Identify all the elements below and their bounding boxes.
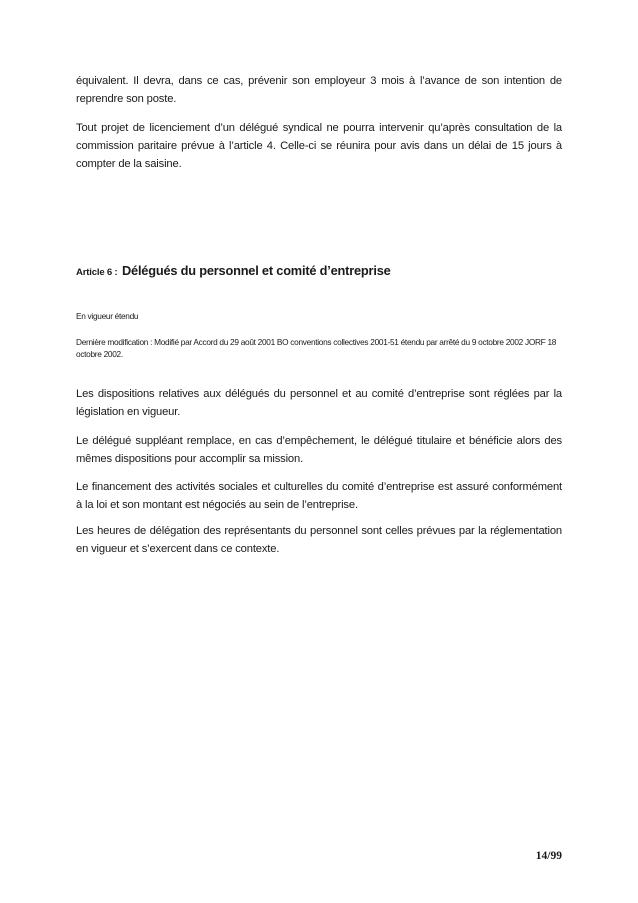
paragraph-dispositions: Les dispositions relatives aux délégués du personnel et au comité d’entreprise sont réglées par la législation en vigueur. (76, 388, 562, 418)
article-number: Article 6 : (76, 267, 118, 278)
article-title: Délégués du personnel et comité d’entreprise (121, 263, 391, 278)
paragraph-licenciement: Tout projet de licenciement d’un délégué syndical ne pourra intervenir qu’après consultation de la commission paritaire prévue à l’article 4. Celle-ci se réunira pour avis dans un délai de 15 jours à compter de la saisine. (76, 122, 562, 170)
paragraph-suppleant: Le délégué suppléant remplace, en cas d’empêchement, le délégué titulaire et bénéficie alors des mêmes dispositions pour accomplir sa mission. (76, 435, 562, 465)
paragraph-financement: Le financement des activités sociales et culturelles du comité d’entreprise est assuré conformément à la loi et son montant est négociés au sein de l’entreprise. (76, 481, 562, 511)
document-page (76, 0, 562, 903)
article-modification-note: Dernière modification : Modifié par Accord du 29 août 2001 BO conventions collectives 2001-51 étendu par arrêté du 9 octobre 2002 JORF 18 octobre 2002. (76, 337, 557, 359)
page-number: 14/99 (535, 850, 562, 862)
article-status: En vigueur étendu (76, 311, 139, 321)
paragraph-equivalent: équivalent. Il devra, dans ce cas, prévenir son employeur 3 mois à l’avance de son intention de reprendre son poste. (76, 75, 562, 105)
article-heading (76, 262, 562, 280)
paragraph-heures-delegation: Les heures de délégation des représentants du personnel sont celles prévues par la réglementation en vigueur et s’exercent dans ce contexte. (76, 525, 562, 555)
